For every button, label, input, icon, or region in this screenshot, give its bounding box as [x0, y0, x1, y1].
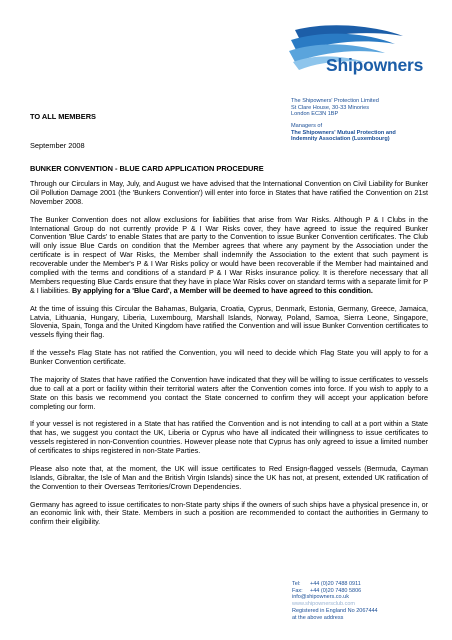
tel-number: +44 (0)20 7488 0911: [310, 581, 361, 587]
fax-label: Fax:: [292, 587, 303, 594]
address-street: St Clare House, 30-33 Minories: [291, 104, 370, 111]
registration-number: Registered in England No 2067444: [292, 607, 378, 614]
paragraph-1: Through our Circulars in May, July, and August we have advised that the International Convention on Civil Liability for Bunker Oil Pollution Damage 2001 (the 'Bunkers Convention') will enter into force in States that have ratified the Convention on 21st November 2008.: [30, 179, 428, 206]
paragraph-6: If your vessel is not registered in a State that has ratified the Convention and is not intending to call at a port within a State that has, we suggest you contact the UK, Liberia or Cyprus who have all indicated their willingness to issue certificates to vessels registered in non-Convention countries. However please note that Cyprus has only agreed to issue a limited number of certificates to ships registered in non-State Parties.: [30, 419, 428, 456]
website-link[interactable]: www.shipownersclub.com: [292, 601, 355, 608]
letterhead-address: [291, 98, 451, 143]
letter-date: September 2008: [30, 141, 85, 150]
address-city: London EC3N 1BP: [291, 111, 339, 118]
circular-heading: BUNKER CONVENTION - BLUE CARD APPLICATION PROCEDURE: [30, 164, 264, 173]
paragraph-3: At the time of issuing this Circular the Bahamas, Bulgaria, Croatia, Cyprus, Denmark, Estonia, Germany, Greece, Jamaica, Latvia, Lithuania, Hungary, Liberia, Luxembourg, Marshall Islands, Norway, Poland, Samoa, Sierra Leone, Singapore, Slovenia, Spain, Tonga and the United Kingdom have ratified the Convention and will issue Bunker Convention certificates to vessels flying their flag.: [30, 303, 428, 340]
email-link[interactable]: info@shipowners.co.uk: [292, 594, 349, 601]
paragraph-4: If the vessel's Flag State has not ratified the Convention, you will need to decide which Flag State you will apply to for a Bunker Convention certificate.: [30, 348, 428, 367]
paragraph-2: [30, 216, 428, 296]
shipowners-logo-text: Shipowners: [326, 55, 424, 75]
paragraph-5: The majority of States that have ratified the Convention have indicated that they will be willing to issue certificates to vessels due to call at a port or facility within their territorial waters after the Convention comes into force. If you wish to apply to a State on this basis we recommend you contact the State concerned to confirm they will accept your application before completing our form.: [30, 374, 428, 411]
contact-block: [292, 581, 442, 621]
association-name-line1: The Shipowners' Mutual Protection and: [291, 129, 396, 136]
circular-body: [30, 180, 428, 536]
tel-label: Tel:: [292, 581, 301, 587]
registration-address: at the above address: [292, 614, 344, 621]
paragraph-7: Please also note that, at the moment, the UK will issue certificates to Red Ensign-flagged vessels (Bermuda, Cayman Islands, Gibraltar, the Isle of Man and the British Virgin Islands) since the UK has not, at present, extended UK ratification of the Convention to their Overseas Territories/Crown Dependencies.: [30, 463, 428, 491]
recipient: TO ALL MEMBERS: [30, 112, 96, 121]
managers-of-label: Managers of: [291, 123, 323, 130]
paragraph-8: Germany has agreed to issue certificates to non-State party ships if the owners of such ships have a physical presence in, or an economic link with, their State. Members in such a position are recommended to contact the authorities in Germany to confirm their eligibility.: [30, 499, 428, 527]
association-name-line2: Indemnity Association (Luxembourg): [291, 136, 390, 143]
fax-number: +44 (0)20 7480 5806: [310, 587, 362, 594]
paragraph-2-text: The Bunker Convention does not allow exclusions for liabilities that arise from War Risks. Although P & I Clubs in the International Group do not currently provide P & I War Risks cover, they have agreed to issue the required Bunker Convention 'Blue Cards' to enable States that are party to the Convention to issue Bunker Convention certificates. The Club will only issue Blue Cards on condition that the Member agrees that where any payment by the Association under the certificate is in respect of War Risks, the Member shall indemnify the Association to the extent that such payment is recoverable under the Member's P & I War Risks policy or would have been recoverable if the Member had maintained and complied with the terms and conditions of a standard P & I War Risks insurance policy. It is therefore necessary that all Members requesting Blue Cards ensure that they have in place War Risks cover on standard terms with a separate limit for P & I liabilities.: [30, 214, 428, 295]
address-org: The Shipowners' Protection Limited: [291, 98, 379, 104]
paragraph-2-bold-condition: By applying for a 'Blue Card', a Member will be deemed to have agreed to this condition.: [71, 285, 373, 295]
